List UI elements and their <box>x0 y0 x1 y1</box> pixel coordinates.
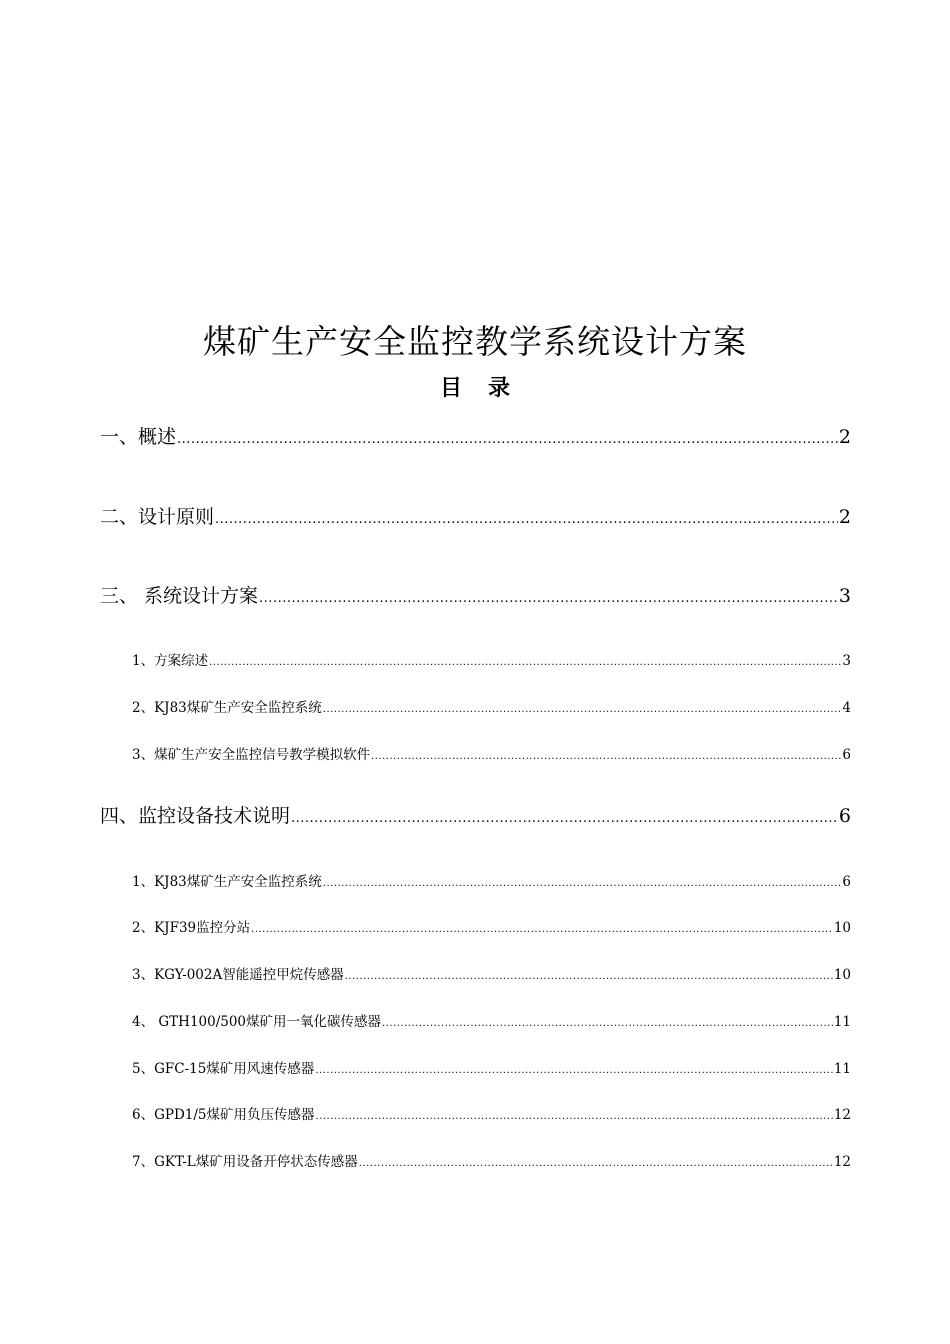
toc-entry-text: 2、KJF39监控分站 <box>132 920 251 936</box>
toc-entry-overview[interactable] <box>100 422 851 455</box>
toc-entry-methane-sensor[interactable] <box>132 964 851 988</box>
toc-entry-text: 1、方案综述 <box>132 653 209 669</box>
toc-dot-leader <box>259 581 838 614</box>
toc-dot-leader <box>323 697 842 721</box>
toc-entry-equipment-status-sensor[interactable] <box>132 1151 851 1175</box>
toc-entry-text: 7、GKT-L煤矿用设备开停状态传感器 <box>132 1154 358 1170</box>
toc-dot-leader <box>359 1151 833 1175</box>
toc-dot-leader <box>371 744 841 768</box>
toc-page-number: 10 <box>833 920 851 936</box>
toc-entry-negative-pressure-sensor[interactable] <box>132 1104 851 1128</box>
toc-heading <box>0 372 950 406</box>
toc-entry-kj83-system-spec[interactable] <box>132 871 851 895</box>
toc-entry-scheme-summary[interactable] <box>132 650 851 674</box>
toc-page-number: 2 <box>838 506 851 528</box>
toc-entry-wind-speed-sensor[interactable] <box>132 1058 851 1082</box>
toc-page-number: 12 <box>833 1107 851 1123</box>
toc-page-number: 6 <box>842 874 851 890</box>
toc-entry-text: 3、煤矿生产安全监控信号教学模拟软件 <box>132 747 371 763</box>
toc-dot-leader <box>345 964 833 988</box>
toc-heading-char-2: 录 <box>488 376 511 401</box>
toc-entry-text: 4、 GTH100/500煤矿用一氧化碳传感器 <box>132 1014 382 1030</box>
toc-dot-leader <box>323 871 842 895</box>
toc-page-number: 3 <box>838 585 851 607</box>
document-title: 煤矿生产安全监控教学系统设计方案 <box>203 322 747 361</box>
toc-entry-text: 1、KJ83煤矿生产安全监控系统 <box>132 874 322 890</box>
toc-dot-leader <box>315 1058 833 1082</box>
toc-dot-leader <box>209 650 841 674</box>
toc-entry-text: 二、设计原则 <box>100 506 215 528</box>
toc-entry-co-sensor[interactable] <box>132 1011 851 1035</box>
toc-entry-text: 一、概述 <box>100 426 177 448</box>
toc-entry-kj83-system[interactable] <box>132 697 851 721</box>
toc-page-number: 12 <box>833 1154 851 1170</box>
toc-entry-text: 5、GFC-15煤矿用风速传感器 <box>132 1061 315 1077</box>
toc-entry-text: 2、KJ83煤矿生产安全监控系统 <box>132 700 322 716</box>
toc-entry-text: 6、GPD1/5煤矿用负压传感器 <box>132 1107 315 1123</box>
toc-entry-equipment-spec[interactable] <box>100 801 851 834</box>
toc-page-number: 3 <box>842 653 851 669</box>
toc-dot-leader <box>251 917 833 941</box>
toc-page-number: 2 <box>838 426 851 448</box>
toc-page-number: 11 <box>833 1061 851 1077</box>
toc-dot-leader <box>291 801 838 834</box>
toc-dot-leader <box>215 502 838 535</box>
toc-entry-system-design[interactable] <box>100 581 851 614</box>
toc-entry-design-principles[interactable] <box>100 502 851 535</box>
toc-entry-simulation-software[interactable] <box>132 744 851 768</box>
toc-page-number: 6 <box>842 747 851 763</box>
toc-dot-leader <box>316 1104 833 1128</box>
toc-page-number: 11 <box>833 1014 851 1030</box>
toc-entry-kjf39-substation[interactable] <box>132 917 851 941</box>
toc-page-number: 10 <box>833 967 851 983</box>
toc-page-number: 6 <box>838 805 851 827</box>
toc-dot-leader <box>177 422 838 455</box>
toc-entry-text: 三、 系统设计方案 <box>100 585 259 607</box>
toc-heading-char-1: 目 <box>439 376 462 401</box>
toc-page-number: 4 <box>842 700 851 716</box>
toc-dot-leader <box>382 1011 833 1035</box>
toc-entry-text: 3、KGY-002A智能遥控甲烷传感器 <box>132 967 344 983</box>
toc-entry-text: 四、监控设备技术说明 <box>100 805 291 827</box>
